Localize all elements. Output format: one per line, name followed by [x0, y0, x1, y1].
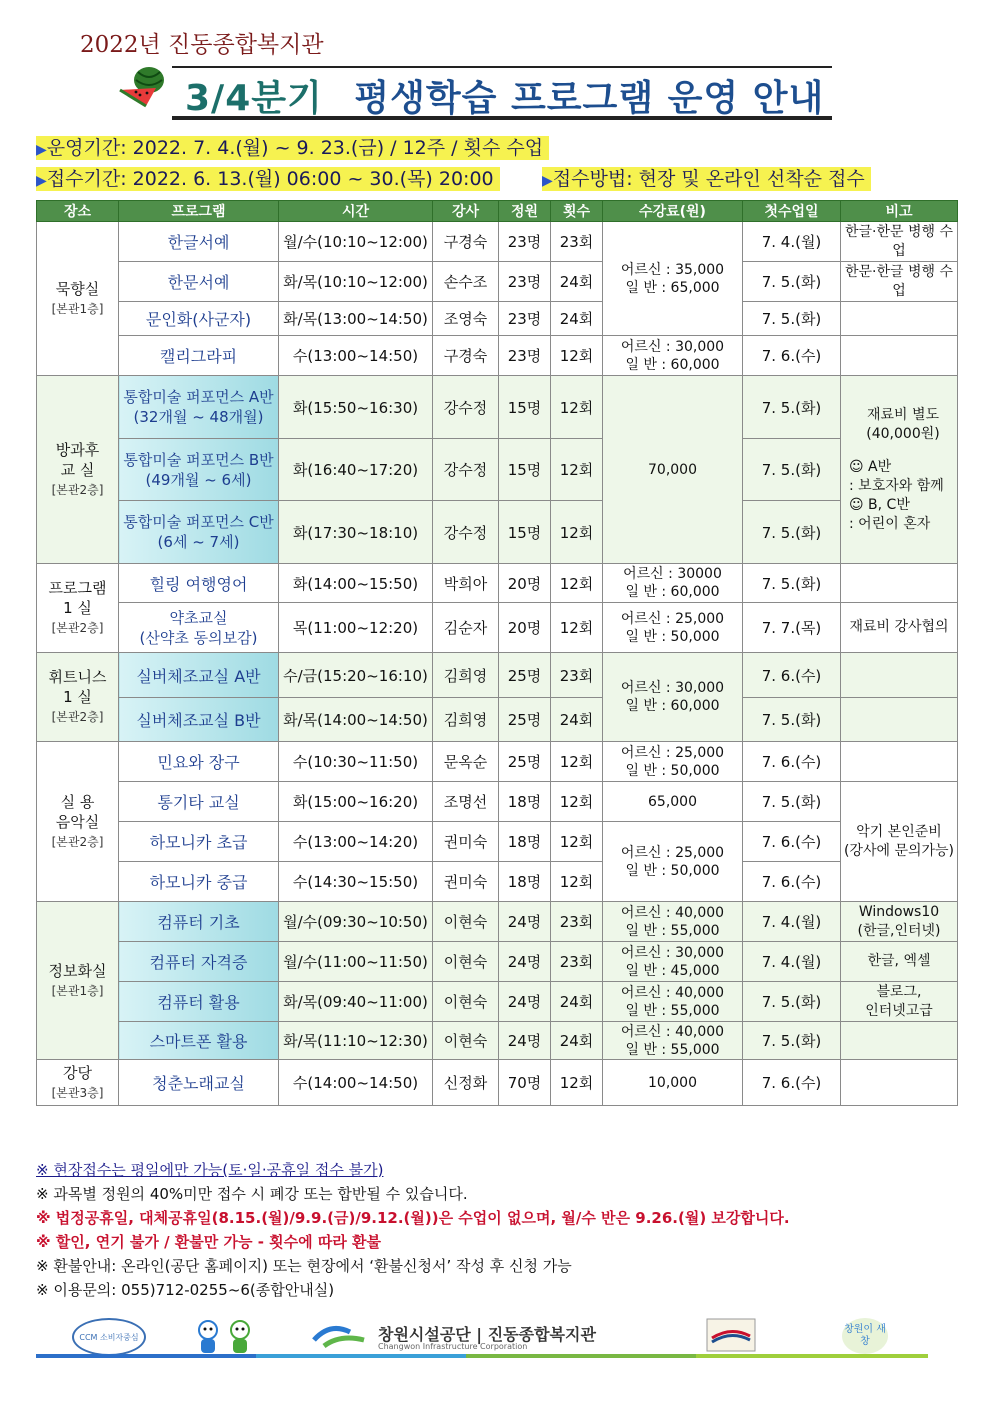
teacher-cell: 강수정	[433, 501, 499, 564]
place-cell	[37, 742, 119, 902]
capacity-cell: 24명	[499, 1022, 551, 1060]
count-cell: 12회	[551, 501, 603, 564]
time-cell: 수(10:30~11:50)	[279, 742, 433, 782]
teacher-cell: 김순자	[433, 603, 499, 653]
first-class-cell: 7. 5.(화)	[743, 262, 841, 302]
note-cell	[841, 376, 958, 564]
program-name	[119, 439, 279, 501]
place-name: 강당	[63, 1063, 92, 1082]
time-cell: 화(15:50~16:30)	[279, 376, 433, 439]
first-class-cell: 7. 7.(목)	[743, 603, 841, 653]
notice-item: ※ 법정공휴일, 대체공휴일(8.15.(월)/9.9.(금)/9.12.(월))은 수업이 없으며, 월/수 반은 9.26.(월) 보강합니다.	[36, 1209, 790, 1227]
time-cell: 화/목(09:40~11:00)	[279, 982, 433, 1022]
teacher-cell: 박희아	[433, 564, 499, 603]
first-class-cell: 7. 5.(화)	[743, 982, 841, 1022]
fee-senior: 어르신 : 30,000	[620, 338, 725, 355]
registration-method-text: 접수방법: 현장 및 온라인 선착순 접수	[552, 168, 865, 190]
teacher-cell: 권미숙	[433, 822, 499, 862]
program-name: 실버체조교실 B반	[119, 698, 279, 742]
fee-senior: 어르신 : 40,000	[620, 904, 725, 921]
notice-item: ※ 환불안내: 온라인(공단 홈페이지) 또는 현장에서 ‘환불신청서’ 작성 후 신청 가능	[36, 1257, 572, 1275]
count-cell: 12회	[551, 336, 603, 376]
note-cell	[841, 902, 958, 942]
fee-senior: 어르신 : 30,000	[620, 944, 725, 961]
table-row	[37, 222, 958, 262]
fee-senior: 어르신 : 25,000	[620, 744, 725, 761]
agency-name: 창원시설공단 | 진동종합복지관	[378, 1325, 596, 1344]
table-row	[37, 302, 958, 336]
fee-cell	[603, 1022, 743, 1060]
note-line: 재료비 별도	[866, 406, 940, 423]
capacity-cell: 18명	[499, 862, 551, 902]
table-row	[37, 336, 958, 376]
table-row	[37, 1022, 958, 1060]
note-cell: 한글·한문 병행 수업	[841, 222, 958, 262]
note-cell	[841, 302, 958, 336]
ccm-badge-text: CCM 소비자중심	[79, 1332, 139, 1342]
time-cell: 화/목(13:00~14:50)	[279, 302, 433, 336]
program-name	[119, 501, 279, 564]
page-title	[185, 70, 824, 121]
header-program: 프로그램	[119, 201, 279, 222]
table-row	[37, 698, 958, 742]
title-quarter: 3/4분기	[185, 78, 323, 119]
count-cell: 12회	[551, 1060, 603, 1106]
time-cell: 수(14:30~15:50)	[279, 862, 433, 902]
notice-item: ※ 할인, 연기 불가 / 환불만 가능 - 횟수에 따라 환불	[36, 1233, 382, 1251]
table-row	[37, 742, 958, 782]
triangle-icon: ▶	[542, 173, 553, 189]
capacity-cell: 24명	[499, 942, 551, 982]
note-cell	[841, 336, 958, 376]
program-table	[36, 200, 958, 1106]
notice-list	[36, 1158, 956, 1302]
fee-senior: 어르신 : 30000	[623, 566, 722, 582]
operation-period-text: 운영기간: 2022. 7. 4.(월) ~ 9. 23.(금) / 12주 / 횟수 수업	[46, 137, 544, 159]
notice-item: ※ 이용문의: 055)712-0255~6(종합안내실)	[36, 1281, 335, 1299]
fee-general: 일 반 : 65,000	[625, 279, 720, 296]
city-slogan-text: 창원이 새창	[844, 1324, 886, 1347]
note-line: 악기 본인준비	[856, 823, 942, 840]
place-floor: [본관1층]	[51, 301, 104, 316]
fee-senior: 어르신 : 25,000	[620, 844, 725, 861]
teacher-cell: 이현숙	[433, 982, 499, 1022]
table-row	[37, 501, 958, 564]
fee-senior: 어르신 : 40,000	[620, 1023, 725, 1040]
fee-general: 일 반 : 50,000	[625, 862, 720, 879]
count-cell: 23회	[551, 902, 603, 942]
program-name: 한글서예	[119, 222, 279, 262]
program-name	[119, 376, 279, 439]
place-cell	[37, 222, 119, 376]
fee-cell	[603, 742, 743, 782]
place-cell	[37, 902, 119, 1060]
fee-senior: 어르신 : 35,000	[620, 261, 725, 278]
fee-general: 일 반 : 60,000	[625, 698, 720, 714]
fee-cell	[603, 222, 743, 336]
header-teacher: 강사	[433, 201, 499, 222]
note-cell: 한문·한글 병행 수업	[841, 262, 958, 302]
place-cell	[37, 1060, 119, 1106]
first-class-cell: 7. 5.(화)	[743, 1022, 841, 1060]
count-cell: 12회	[551, 742, 603, 782]
teacher-cell: 김희영	[433, 698, 499, 742]
flag-emblem-icon	[706, 1318, 756, 1352]
fee-cell	[603, 603, 743, 653]
fee-senior: 어르신 : 40,000	[620, 984, 725, 1001]
page-subtitle: 2022년 진동종합복지관	[80, 32, 324, 58]
teacher-cell: 강수정	[433, 376, 499, 439]
capacity-cell: 70명	[499, 1060, 551, 1106]
fee-cell: 65,000	[603, 782, 743, 822]
program-name: 컴퓨터 기초	[119, 902, 279, 942]
place-cell	[37, 376, 119, 564]
note-cell	[841, 698, 958, 742]
program-name: 컴퓨터 활용	[119, 982, 279, 1022]
table-row	[37, 376, 958, 439]
capacity-cell: 20명	[499, 603, 551, 653]
fee-cell	[603, 942, 743, 982]
count-cell: 12회	[551, 782, 603, 822]
fee-general: 일 반 : 50,000	[625, 628, 720, 645]
note-cell	[841, 564, 958, 603]
time-cell: 월/수(09:30~10:50)	[279, 902, 433, 942]
note-cell	[841, 782, 958, 902]
fee-general: 일 반 : 60,000	[625, 356, 720, 373]
place-name: 실 용	[60, 792, 95, 811]
program-name: 스마트폰 활용	[119, 1022, 279, 1060]
program-name: 문인화(사군자)	[119, 302, 279, 336]
first-class-cell: 7. 6.(수)	[743, 336, 841, 376]
place-name: 프로그램	[48, 579, 107, 597]
capacity-cell: 20명	[499, 564, 551, 603]
note-line: : 어린이 혼자	[849, 515, 931, 532]
place-name: 정보화실	[48, 961, 107, 980]
fee-cell	[603, 982, 743, 1022]
note-line: ☺ A반	[849, 458, 892, 475]
title-main: 평생학습 프로그램 운영 안내	[354, 78, 825, 119]
count-cell: 24회	[551, 262, 603, 302]
program-subtitle: (산약초 동의보감)	[139, 628, 258, 647]
operation-period	[36, 136, 549, 160]
capacity-cell: 25명	[499, 653, 551, 698]
note-line: 블로그,	[876, 983, 922, 1000]
corporation-emblem-icon	[310, 1318, 370, 1354]
fee-cell: 10,000	[603, 1060, 743, 1106]
agency-name-english: Changwon Infrastructure Corporation	[378, 1342, 528, 1351]
program-age: (49개월 ~ 6세)	[145, 470, 252, 489]
count-cell: 12회	[551, 376, 603, 439]
teacher-cell: 이현숙	[433, 902, 499, 942]
fee-cell	[603, 653, 743, 742]
teacher-cell: 권미숙	[433, 862, 499, 902]
teacher-cell: 이현숙	[433, 942, 499, 982]
count-cell: 23회	[551, 653, 603, 698]
fee-general: 일 반 : 55,000	[625, 1002, 720, 1019]
footer-bar-lightgreen	[696, 1354, 928, 1358]
count-cell: 24회	[551, 698, 603, 742]
note-cell	[841, 1060, 958, 1106]
teacher-cell: 이현숙	[433, 1022, 499, 1060]
teacher-cell: 조명선	[433, 782, 499, 822]
first-class-cell: 7. 5.(화)	[743, 376, 841, 439]
note-cell	[841, 1022, 958, 1060]
triangle-icon: ▶	[36, 173, 47, 189]
place-floor: [본관3층]	[51, 1085, 104, 1100]
program-title: 통합미술 퍼포먼스 B반	[123, 450, 274, 469]
first-class-cell: 7. 4.(월)	[743, 902, 841, 942]
footer-bar-green	[466, 1354, 696, 1358]
capacity-cell: 25명	[499, 698, 551, 742]
place-floor: [본관2층]	[51, 621, 104, 635]
capacity-cell: 15명	[499, 501, 551, 564]
first-class-cell: 7. 6.(수)	[743, 1060, 841, 1106]
first-class-cell: 7. 5.(화)	[743, 564, 841, 603]
place-floor: [본관2층]	[51, 482, 104, 497]
place-name: 음악실	[55, 812, 100, 831]
header-place: 장소	[37, 201, 119, 222]
place-floor: [본관1층]	[51, 983, 104, 998]
first-class-cell: 7. 6.(수)	[743, 742, 841, 782]
program-age: (6세 ~ 7세)	[157, 533, 240, 551]
place-floor: [본관2층]	[51, 834, 104, 849]
teacher-cell: 문옥순	[433, 742, 499, 782]
time-cell: 화/목(14:00~14:50)	[279, 698, 433, 742]
table-row	[37, 942, 958, 982]
program-name: 통기타 교실	[119, 782, 279, 822]
note-line: (40,000원)	[866, 425, 940, 442]
count-cell: 24회	[551, 1022, 603, 1060]
capacity-cell: 24명	[499, 902, 551, 942]
program-name: 힐링 여행영어	[119, 564, 279, 603]
time-cell: 수(14:00~14:50)	[279, 1060, 433, 1106]
capacity-cell: 18명	[499, 782, 551, 822]
fee-general: 일 반 : 60,000	[625, 584, 720, 600]
note-cell: 한글, 엑셀	[841, 942, 958, 982]
fee-cell: 70,000	[603, 376, 743, 564]
time-cell: 화/목(10:10~12:00)	[279, 262, 433, 302]
teacher-cell: 조영숙	[433, 302, 499, 336]
note-line: : 보호자와 함께	[849, 477, 944, 494]
place-name: 방과후	[55, 440, 100, 459]
fee-cell	[603, 902, 743, 942]
fee-cell	[603, 822, 743, 902]
first-class-cell: 7. 5.(화)	[743, 439, 841, 501]
note-line: (한글,인터넷)	[857, 922, 941, 939]
footer-bar-lightblue	[256, 1354, 466, 1358]
fee-senior: 어르신 : 25,000	[620, 610, 725, 627]
program-name: 실버체조교실 A반	[119, 653, 279, 698]
count-cell: 12회	[551, 603, 603, 653]
program-title: 통합미술 퍼포먼스 C반	[123, 513, 274, 531]
header-time: 시간	[279, 201, 433, 222]
program-name	[119, 603, 279, 653]
note-line: Windows10	[858, 903, 940, 920]
note-line: (강사에 문의가능)	[843, 842, 955, 859]
capacity-cell: 25명	[499, 742, 551, 782]
count-cell: 12회	[551, 564, 603, 603]
table-row	[37, 439, 958, 501]
first-class-cell: 7. 5.(화)	[743, 501, 841, 564]
teacher-cell: 김희영	[433, 653, 499, 698]
registration-period-text: 접수기간: 2022. 6. 13.(월) 06:00 ~ 30.(목) 20:00	[46, 168, 494, 190]
fee-general: 일 반 : 50,000	[625, 762, 720, 779]
program-age: (32개월 ~ 48개월)	[133, 408, 264, 426]
first-class-cell: 7. 5.(화)	[743, 698, 841, 742]
program-name: 하모니카 중급	[119, 862, 279, 902]
fee-senior: 어르신 : 30,000	[620, 680, 725, 696]
time-cell: 수(13:00~14:50)	[279, 336, 433, 376]
count-cell: 12회	[551, 822, 603, 862]
first-class-cell: 7. 6.(수)	[743, 822, 841, 862]
table-row	[37, 564, 958, 603]
program-name: 하모니카 초급	[119, 822, 279, 862]
table-row	[37, 1060, 958, 1106]
first-class-cell: 7. 6.(수)	[743, 862, 841, 902]
teacher-cell: 신정화	[433, 1060, 499, 1106]
note-cell	[841, 742, 958, 782]
capacity-cell: 23명	[499, 222, 551, 262]
table-row	[37, 982, 958, 1022]
program-name: 컴퓨터 자격증	[119, 942, 279, 982]
first-class-cell: 7. 4.(월)	[743, 942, 841, 982]
teacher-cell: 손수조	[433, 262, 499, 302]
watermelon-icon	[116, 62, 174, 110]
capacity-cell: 24명	[499, 982, 551, 1022]
capacity-cell: 23명	[499, 262, 551, 302]
fee-general: 일 반 : 55,000	[625, 1041, 720, 1058]
time-cell: 수/금(15:20~16:10)	[279, 653, 433, 698]
time-cell: 화(15:00~16:20)	[279, 782, 433, 822]
place-cell	[37, 653, 119, 742]
header-capacity: 정원	[499, 201, 551, 222]
time-cell: 화(16:40~17:20)	[279, 439, 433, 501]
registration-method	[542, 167, 871, 191]
time-cell: 목(11:00~12:20)	[279, 603, 433, 653]
program-title: 통합미술 퍼포먼스 A반	[123, 388, 274, 406]
program-title: 약초교실	[169, 608, 228, 627]
ccm-badge-logo	[72, 1318, 146, 1356]
place-name: 교 실	[60, 460, 95, 479]
mascot-icon	[190, 1318, 260, 1358]
place-name: 1 실	[63, 688, 92, 706]
table-header-row	[37, 201, 958, 222]
teacher-cell: 구경숙	[433, 336, 499, 376]
time-cell: 화(14:00~15:50)	[279, 564, 433, 603]
program-name: 한문서예	[119, 262, 279, 302]
registration-period	[36, 167, 500, 191]
header-note: 비고	[841, 201, 958, 222]
place-name: 휘트니스	[48, 668, 107, 686]
table-row	[37, 653, 958, 698]
time-cell: 월/수(11:00~11:50)	[279, 942, 433, 982]
time-cell: 월/수(10:10~12:00)	[279, 222, 433, 262]
footer-bar-blue	[36, 1354, 256, 1358]
table-row	[37, 603, 958, 653]
fee-cell	[603, 336, 743, 376]
program-name: 캘리그라피	[119, 336, 279, 376]
count-cell: 24회	[551, 302, 603, 336]
fee-general: 일 반 : 45,000	[625, 962, 720, 979]
count-cell: 24회	[551, 982, 603, 1022]
table-row	[37, 862, 958, 902]
note-line: ☺ B, C반	[849, 496, 910, 513]
place-floor: [본관2층]	[51, 710, 104, 724]
city-slogan-logo	[842, 1318, 888, 1354]
place-name: 1 실	[63, 599, 92, 617]
place-cell	[37, 564, 119, 653]
table-row	[37, 262, 958, 302]
first-class-cell: 7. 6.(수)	[743, 653, 841, 698]
notice-item: ※ 과목별 정원의 40%미만 접수 시 폐강 또는 합반될 수 있습니다.	[36, 1185, 468, 1203]
first-class-cell: 7. 5.(화)	[743, 782, 841, 822]
program-name: 청춘노래교실	[119, 1060, 279, 1106]
count-cell: 12회	[551, 862, 603, 902]
count-cell: 23회	[551, 942, 603, 982]
place-name: 묵향실	[55, 279, 100, 298]
capacity-cell: 15명	[499, 439, 551, 501]
table-row	[37, 902, 958, 942]
teacher-cell: 강수정	[433, 439, 499, 501]
header-fee: 수강료(원)	[603, 201, 743, 222]
first-class-cell: 7. 5.(화)	[743, 302, 841, 336]
fee-general: 일 반 : 55,000	[625, 922, 720, 939]
time-cell: 화/목(11:10~12:30)	[279, 1022, 433, 1060]
time-cell: 화(17:30~18:10)	[279, 501, 433, 564]
header-first-class: 첫수업일	[743, 201, 841, 222]
count-cell: 23회	[551, 222, 603, 262]
capacity-cell: 23명	[499, 336, 551, 376]
header-count: 횟수	[551, 201, 603, 222]
teacher-cell: 구경숙	[433, 222, 499, 262]
notice-item: ※ 현장접수는 평일에만 가능(토·일·공휴일 접수 불가)	[36, 1161, 384, 1179]
capacity-cell: 15명	[499, 376, 551, 439]
table-row	[37, 782, 958, 822]
note-cell: 재료비 강사협의	[841, 603, 958, 653]
fee-cell	[603, 564, 743, 603]
note-spacer	[849, 444, 957, 458]
capacity-cell: 23명	[499, 302, 551, 336]
note-cell	[841, 982, 958, 1022]
count-cell: 12회	[551, 439, 603, 501]
table-row	[37, 822, 958, 862]
first-class-cell: 7. 4.(월)	[743, 222, 841, 262]
triangle-icon: ▶	[36, 142, 47, 158]
note-line: 인터넷고급	[865, 1002, 933, 1019]
capacity-cell: 18명	[499, 822, 551, 862]
time-cell: 수(13:00~14:20)	[279, 822, 433, 862]
program-name: 민요와 장구	[119, 742, 279, 782]
note-cell	[841, 653, 958, 698]
